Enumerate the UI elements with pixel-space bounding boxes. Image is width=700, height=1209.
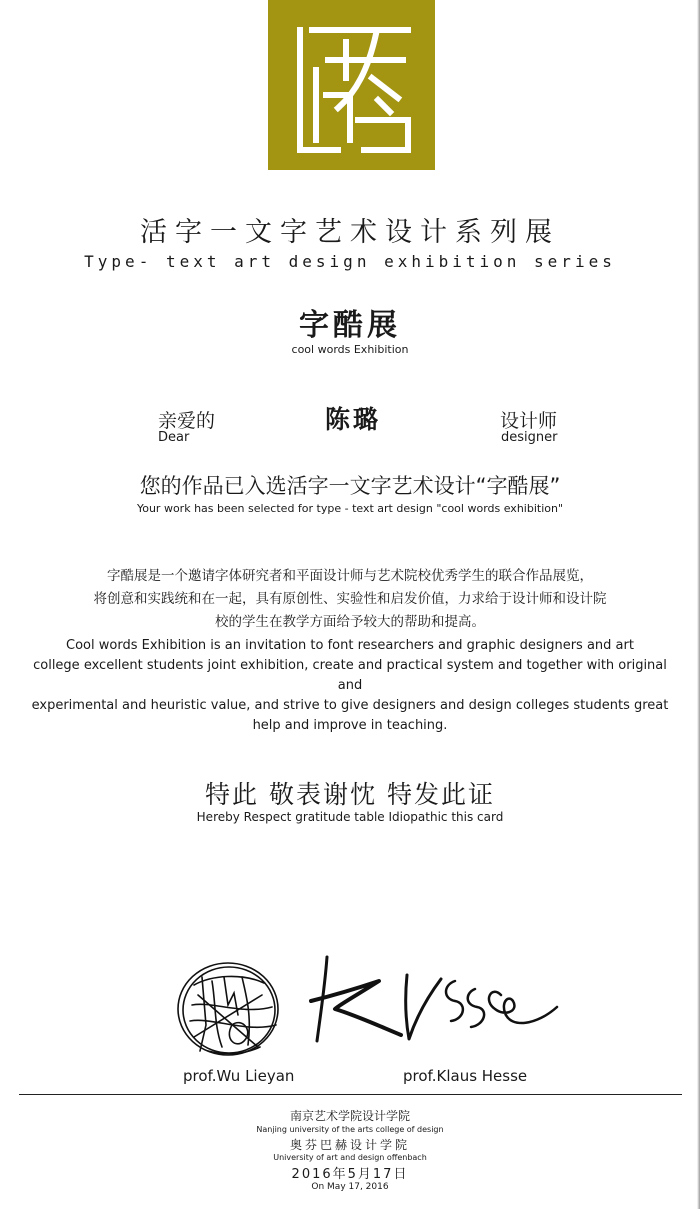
exhibition-name-cn: 字酷展: [299, 308, 401, 343]
partner-school-en: University of art and design offenbach: [273, 1153, 427, 1162]
description-en: [30, 636, 670, 736]
exhibition-name-en: cool words Exhibition: [291, 343, 409, 356]
certification-en: Hereby Respect gratitude table Idiopathic this card: [196, 810, 504, 824]
certification-cn: 特此 敬表谢忱 特发此证: [205, 780, 495, 809]
series-title-en: Type- text art design exhibition series: [84, 252, 616, 271]
recipient-name: 陈璐: [324, 405, 381, 434]
issue-date-cn: 2016年5月17日: [291, 1167, 409, 1182]
selection-statement-en: Your work has been selected for type - text art design "cool words exhibition": [136, 502, 564, 515]
description-en-line: college excellent students joint exhibition, create and practical system and together with original and: [33, 658, 667, 693]
recipient-role-cn: 设计师: [500, 410, 558, 432]
description-cn-line: 字酷展是一个邀请字体研究者和平面设计师与艺术院校优秀学生的联合作品展览，: [107, 568, 593, 584]
description-en-line: experimental and heuristic value, and strive to give designers and design colleges students great: [31, 698, 669, 713]
description-en-line: help and improve in teaching.: [252, 718, 448, 733]
series-title-cn: 活字一文字艺术设计系列展: [140, 217, 560, 248]
salutation-en: Dear: [158, 430, 190, 445]
recipient-role-en: designer: [501, 430, 558, 445]
description-en-line: Cool words Exhibition is an invitation to font researchers and graphic designers and art: [66, 638, 634, 653]
selection-statement-cn: 您的作品已入选活字一文字艺术设计“字酷展”: [139, 474, 561, 498]
school-name-en: Nanjing university of the arts college of design: [256, 1125, 444, 1134]
partner-school-cn: 奥芬巴赫设计学院: [289, 1138, 410, 1152]
exhibition-logo-icon: [268, 0, 435, 170]
description-cn-line: 将创意和实践统和在一起，具有原创性、实验性和启发价值，力求给于设计师和设计院: [93, 591, 607, 607]
signature-wu-lieyan-icon: [172, 955, 284, 1067]
signatory-name-2: prof.Klaus Hesse: [403, 1067, 528, 1085]
salutation-cn: 亲爱的: [158, 410, 216, 432]
issue-date-en: On May 17, 2016: [311, 1182, 389, 1192]
school-name-cn: 南京艺术学院设计学院: [289, 1109, 410, 1123]
description-cn-line: 校的学生在教学方面给予较大的帮助和提高。: [215, 614, 485, 630]
description-cn: [50, 565, 650, 634]
signature-klaus-hesse-icon: [305, 955, 565, 1045]
footer-divider: [19, 1094, 682, 1095]
signatory-name-1: prof.Wu Lieyan: [183, 1067, 295, 1085]
